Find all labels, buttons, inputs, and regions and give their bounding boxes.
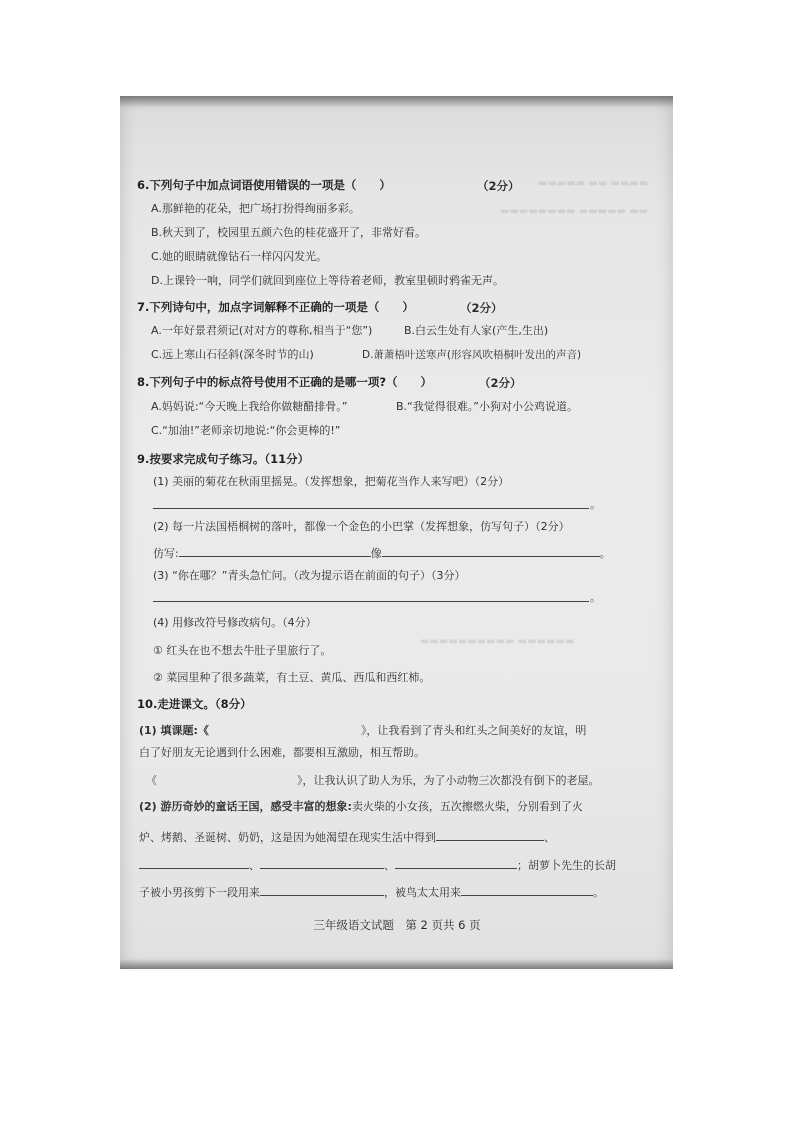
q10-blank-2[interactable] xyxy=(139,857,249,869)
q10-part2-label: (2) 游历奇妙的童话王国，感受丰富的想象: xyxy=(139,800,352,813)
q6-option-d: D.上课铃一响，同学们就回到座位上等待着老师，教室里顿时鸦雀无声。 xyxy=(151,274,504,287)
q7-option-c: C.远上寒山石径斜(深冬时节的山) xyxy=(151,348,314,361)
q10-blank-4[interactable] xyxy=(395,857,517,869)
q9-period-2: 。 xyxy=(599,547,611,560)
q10-part1-text: 》，让我看到了青头和红头之间美好的友谊，明 xyxy=(360,724,587,737)
q7-option-a: A.一年好景君须记(对对方的尊称,相当于“您”) xyxy=(151,324,373,337)
q7-option-b: B.白云生处有人家(产生,生出) xyxy=(404,324,549,337)
q10-blank-3[interactable] xyxy=(260,857,384,869)
q7-title: 7.下列诗句中，加点字词解释不正确的一项是（ ） xyxy=(137,300,414,314)
q9-period-1: 。 xyxy=(590,498,601,511)
q9-title: 9.按要求完成句子练习。（11分） xyxy=(137,452,310,466)
q6-title: 6.下列句子中加点词语使用错误的一项是（ ） xyxy=(137,178,391,192)
q7-score: （2分） xyxy=(460,301,503,315)
q10-blank-1[interactable] xyxy=(436,829,544,841)
q9-imitate-blank-1[interactable] xyxy=(179,545,371,557)
q10-comma-1: 、 xyxy=(544,831,555,844)
q9-faulty-sentence-1: ① 红头在也不想去牛肚子里旅行了。 xyxy=(153,644,332,657)
q10-part2-semi: ；胡萝卜先生的长胡 xyxy=(517,859,616,872)
q6-option-b: B.秋天到了，校园里五颜六色的桂花盛开了，非常好看。 xyxy=(151,226,427,239)
q8-score: （2分） xyxy=(479,376,522,390)
q9-answer-line-3[interactable] xyxy=(153,601,589,602)
q10-comma-2: 、 xyxy=(249,859,260,872)
q10-part2-line4b: ，被鸟太太用来 xyxy=(384,886,461,899)
bleed-through-text: ▬▬▬▬▬ ▬▬ ▬▬▬▬ xyxy=(538,178,649,189)
q8-option-c: C.“加油!”老师亲切地说:“你会更棒的!” xyxy=(151,424,341,437)
q10-part1b-text: 》，让我认识了助人为乐，为了小动物三次都没有倒下的老屋。 xyxy=(297,774,600,787)
q10-part1-cont: 白了好朋友无论遇到什么困难，都要相互激励，相互帮助。 xyxy=(139,746,425,759)
q10-part2-line4a: 子被小男孩剪下一段用来 xyxy=(139,886,260,899)
page-footer: 三年级语文试题 第 2 页共 6 页 xyxy=(313,918,481,932)
q9-imitate-like: 像 xyxy=(370,547,382,560)
q10-comma-3: 、 xyxy=(384,859,395,872)
q10-part2-row xyxy=(139,800,583,814)
q9-imitate-blank-2[interactable] xyxy=(382,545,600,557)
bleed-through-text: ▬▬▬▬▬▬▬▬▬▬ ▬▬▬▬▬▬ xyxy=(420,636,575,647)
q9-answer-line-1[interactable] xyxy=(153,508,589,509)
q6-score: （2分） xyxy=(477,179,520,193)
q7-option-d: D.萧萧梧叶送寒声(形容风吹梧桐叶发出的声音) xyxy=(362,349,582,361)
q6-option-c: C.她的眼睛就像钻石一样闪闪发光。 xyxy=(151,250,328,263)
bleed-through-text: ▬▬▬▬▬▬▬▬ ▬▬▬▬▬ ▬▬ xyxy=(500,206,649,217)
q8-option-b: B.“我觉得很难。”小狗对小公鸡说道。 xyxy=(396,400,578,413)
q10-part1b-open: 《 xyxy=(146,774,157,787)
q10-part2-line2 xyxy=(139,829,555,845)
q8-option-a: A.妈妈说:“今天晚上我给你做糖醋排骨。” xyxy=(151,400,348,413)
q9-imitate-prefix: 仿写: xyxy=(153,547,179,560)
q10-part2-line3 xyxy=(139,857,616,873)
q10-part2-line2-text: 炉、烤鹅、圣诞树、奶奶，这是因为她渴望在现实生活中得到 xyxy=(139,831,436,844)
q10-title: 10.走进课文。（8分） xyxy=(137,697,252,711)
q9-sentence-1: (1) 美丽的菊花在秋雨里摇晃。（发挥想象，把菊花当作人来写吧）（2分） xyxy=(153,475,510,488)
q9-sentence-4: (4) 用修改符号修改病句。（4分） xyxy=(153,616,317,629)
q6-option-a: A.那鲜艳的花朵，把广场打扮得绚丽多彩。 xyxy=(151,202,360,215)
q9-imitate-row xyxy=(153,545,611,561)
q10-part1-row xyxy=(139,724,586,738)
q10-part2-line4 xyxy=(139,884,604,900)
q9-sentence-2: (2) 每一片法国梧桐树的落叶，都像一个金色的小巴掌（发挥想象，仿写句子）（2分） xyxy=(153,520,570,533)
q10-part1-label: (1) 填课题:《 xyxy=(139,724,209,737)
q10-part1b-row xyxy=(146,774,600,788)
q9-sentence-3: (3) “你在哪？”青头急忙问。（改为提示语在前面的句子）（3分） xyxy=(153,569,466,582)
q10-period: 。 xyxy=(593,886,604,899)
q8-title: 8.下列句子中的标点符号使用不正确的是哪一项?（ ） xyxy=(137,375,433,389)
q9-faulty-sentence-2: ② 菜园里种了很多蔬菜，有土豆、黄瓜、西瓜和西红柿。 xyxy=(153,671,431,684)
q10-blank-6[interactable] xyxy=(461,884,593,896)
q10-blank-5[interactable] xyxy=(260,884,384,896)
q9-period-3: 。 xyxy=(590,591,601,604)
q10-part2-text: 卖火柴的小女孩，五次擦燃火柴，分别看到了火 xyxy=(351,800,583,813)
